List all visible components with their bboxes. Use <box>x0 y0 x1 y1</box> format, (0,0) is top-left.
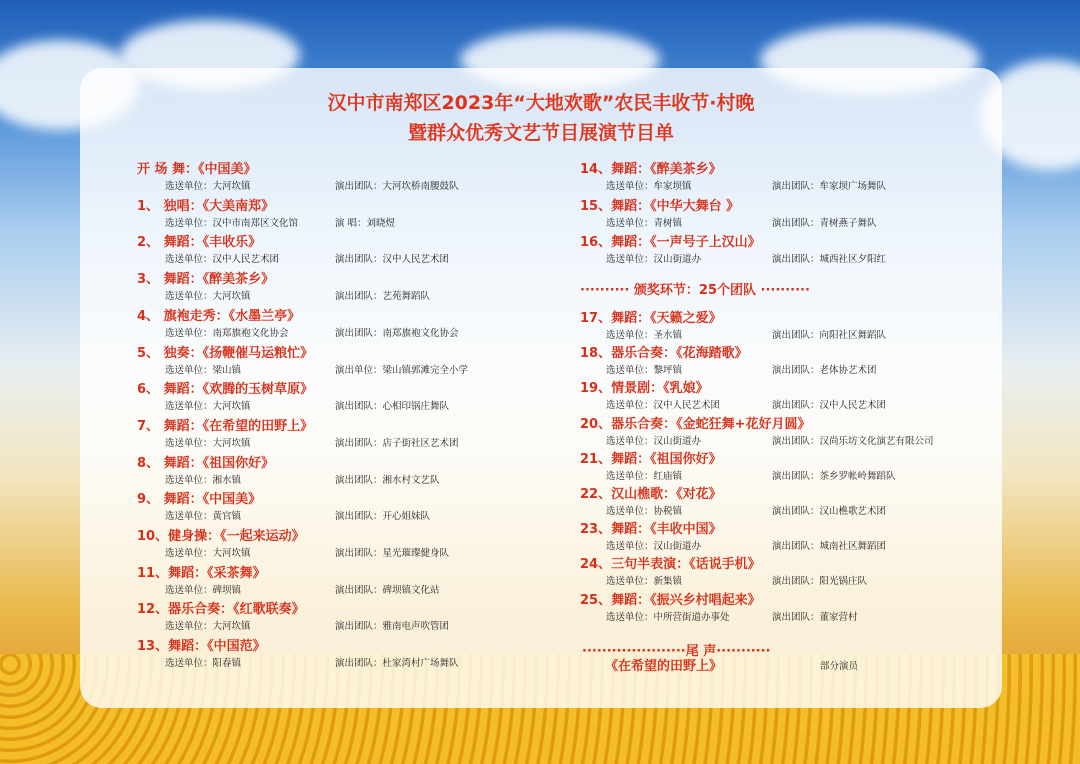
program-performing-team: 演出团队：向阳社区舞蹈队 <box>772 330 887 341</box>
program-title: 开 场 舞：《中国美》 <box>137 162 257 177</box>
program-performing-team: 演出团队：星光璀璨健身队 <box>335 548 450 559</box>
program-title: 21、舞蹈：《祖国你好》 <box>580 451 722 467</box>
program-title: 9、 舞蹈：《中国美》 <box>137 492 262 508</box>
program-title: 2、 舞蹈：《丰收乐》 <box>137 235 262 251</box>
program-submitting-unit: 选送单位：青树镇 <box>606 217 683 229</box>
program-performing-team: 演出团队：杜家湾村广场舞队 <box>335 658 459 670</box>
program-submitting-unit: 选送单位：汉中人民艺术团 <box>606 400 721 412</box>
program-performing-team: 演出团队：阳光锅庄队 <box>772 576 868 588</box>
program-title: 1、 独唱：《大美南郑》 <box>137 198 275 214</box>
program-title: 6、 舞蹈：《欢腾的玉树草原》 <box>137 382 314 398</box>
program-submitting-unit: 选送单位：协税镇 <box>606 506 683 517</box>
program-performing-team: 演出团队：大河坎桥南腰鼓队 <box>335 181 459 192</box>
program-title: 10、健身操：《一起来运动》 <box>137 529 305 544</box>
program-performing-team: 演出团队：汉中人民艺术团 <box>772 400 887 412</box>
program-title: 22、汉山樵歌：《对花》 <box>580 487 722 502</box>
ending-program: 《在希望的田野上》 <box>605 659 723 674</box>
ending-performer: 部分演员 <box>820 661 859 672</box>
program-title: 15、舞蹈：《中华大舞台 》 <box>580 198 740 214</box>
award-separator: ·········· 颁奖环节：25个团队 ·········· <box>580 283 810 298</box>
program-performing-team: 演出团队：汉中人民艺术团 <box>335 254 450 266</box>
program-submitting-unit: 选送单位：牟家坝镇 <box>606 181 692 192</box>
program-submitting-unit: 选送单位：汉山街道办 <box>606 435 702 447</box>
program-submitting-unit: 选送单位：圣水镇 <box>606 330 683 341</box>
title-line-2: 暨群众优秀文艺节目展演节目单 <box>407 122 674 144</box>
program-title: 13、舞蹈：《中国范》 <box>137 639 266 655</box>
program-performing-team: 演出团队：心相印锅庄舞队 <box>335 401 450 413</box>
program-title: 11、舞蹈：《采茶舞》 <box>137 565 266 581</box>
program-title: 17、舞蹈：《天籁之爱》 <box>580 311 722 326</box>
program-title: 19、情景剧：《乳娘》 <box>580 381 709 397</box>
program-performing-team: 演出单位：梁山镇郭滩完全小学 <box>335 364 469 376</box>
program-performing-team: 演出团队：湘水村文艺队 <box>335 474 440 486</box>
program-title: 18、器乐合奏：《花海踏歌》 <box>580 346 748 362</box>
program-title: 12、器乐合奏：《红歌联奏》 <box>137 602 305 618</box>
program-performing-team: 演出团队：汉尚乐坊文化演艺有限公司 <box>772 435 934 447</box>
program-performing-team: 演出团队：店子街社区艺术团 <box>335 437 459 449</box>
program-title: 8、 舞蹈：《祖国你好》 <box>137 455 275 471</box>
program-performing-team: 演出团队：碑坝镇文化站 <box>335 584 440 596</box>
program-submitting-unit: 选送单位：黎坪镇 <box>606 365 683 377</box>
program-title: 25、舞蹈：《振兴乡村唱起来》 <box>580 592 761 608</box>
program-performing-team: 演出团队：青树燕子舞队 <box>772 217 877 229</box>
program-title: 24、三句半表演：《话说手机》 <box>580 557 761 573</box>
program-submitting-unit: 选送单位：梁山镇 <box>165 364 242 376</box>
program-performing-team: 演出团队：雅南电声吹管团 <box>335 621 450 633</box>
program-submitting-unit: 选送单位：大河坎镇 <box>165 401 251 413</box>
program-submitting-unit: 选送单位：湘水镇 <box>165 474 242 486</box>
program-title: 23、舞蹈：《丰收中国》 <box>580 522 722 538</box>
program-submitting-unit: 选送单位：大河坎镇 <box>165 548 251 559</box>
program-submitting-unit: 选送单位：红庙镇 <box>606 470 683 482</box>
program-performing-team: 演 唱：刘晓煜 <box>335 217 396 229</box>
program-submitting-unit: 选送单位：大河坎镇 <box>165 621 251 633</box>
program-submitting-unit: 选送单位：南郑旗袍文化协会 <box>165 327 289 339</box>
program-submitting-unit: 选送单位：汉山街道办 <box>606 541 702 553</box>
program-performing-team: 演出团队：开心姐妹队 <box>335 511 431 523</box>
program-submitting-unit: 选送单位：大河坎镇 <box>165 181 251 192</box>
program-title: 16、舞蹈：《一声号子上汉山》 <box>580 235 761 250</box>
program-submitting-unit: 选送单位：中所营街道办事处 <box>606 611 730 623</box>
title-line-1: 汉中市南郑区2023年“大地欢歌”农民丰收节·村晚 <box>327 92 755 114</box>
ending-separator: ·····················尾 声··········· <box>582 644 771 659</box>
program-title: 14、舞蹈：《醉美茶乡》 <box>580 162 722 177</box>
program-submitting-unit: 选送单位：黄官镇 <box>165 511 242 523</box>
program-title: 20、器乐合奏：《金蛇狂舞+花好月圆》 <box>580 416 811 432</box>
program-submitting-unit: 选送单位：碑坝镇 <box>165 584 242 596</box>
program-performing-team: 演出团队：老体协艺术团 <box>772 365 877 377</box>
program-submitting-unit: 选送单位：汉中人民艺术团 <box>165 254 280 266</box>
program-submitting-unit: 选送单位：汉中市南郑区文化馆 <box>165 217 299 229</box>
program-performing-team: 演出团队：艺苑舞蹈队 <box>335 291 431 303</box>
program-title: 7、 舞蹈：《在希望的田野上》 <box>137 418 314 434</box>
program-performing-team: 演出团队：南郑旗袍文化协会 <box>335 327 459 339</box>
program-submitting-unit: 选送单位：阳春镇 <box>165 658 242 670</box>
program-submitting-unit: 选送单位：大河坎镇 <box>165 437 251 449</box>
program-performing-team: 演出团队：茶乡罗帐岭舞蹈队 <box>772 470 896 482</box>
program-title: 5、 独奏：《扬鞭催马运粮忙》 <box>137 345 314 361</box>
program-performing-team: 演出团队：汉山樵歌艺术团 <box>772 506 887 517</box>
program-performing-team: 演出团队：城西社区夕阳红 <box>772 254 887 265</box>
program-performing-team: 演出团队：城南社区舞蹈团 <box>772 541 887 553</box>
program-submitting-unit: 选送单位：大河坎镇 <box>165 291 251 303</box>
program-submitting-unit: 选送单位：汉山街道办 <box>606 254 702 265</box>
program-submitting-unit: 选送单位：新集镇 <box>606 576 683 588</box>
program-performing-team: 演出团队：牟家坝广场舞队 <box>772 181 887 192</box>
program-title: 4、 旗袍走秀：《水墨兰亭》 <box>137 308 301 324</box>
program-performing-team: 演出团队：董家营村 <box>772 611 858 623</box>
program-title: 3、 舞蹈：《醉美茶乡》 <box>137 272 275 288</box>
